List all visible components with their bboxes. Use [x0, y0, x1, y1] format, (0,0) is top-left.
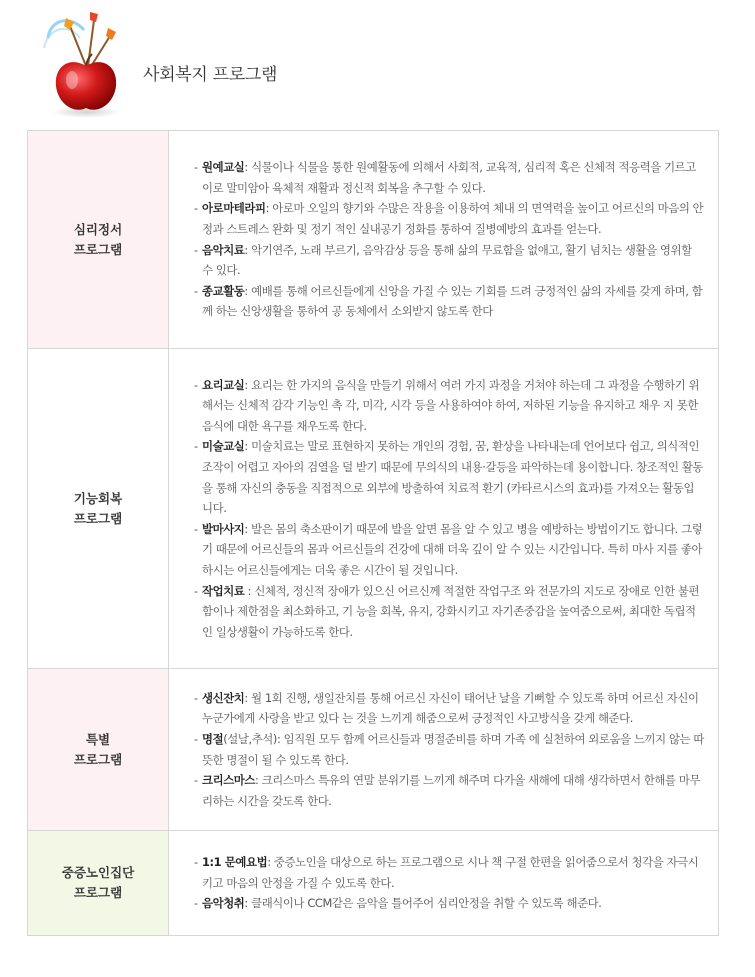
program-description: [169, 831, 718, 935]
program-item: - 음악청취: 클래식이나 CCM같은 음악을 틀어주어 심리안정을 취할 수 있도록 해준다.: [194, 896, 602, 911]
item-term: 요리교실: [202, 377, 245, 392]
item-text: 중증노인을 대상으로 하는 프로그램으로 시나 책 구절 한편을 읽어줌으로서 청각을 자극시키고 마음의 안정을 가질 수 있도록 한다.: [202, 855, 699, 890]
item-text: 발은 몸의 축소판이기 때문에 발을 알면 몸을 알 수 있고 병을 예방하는 방법이기도 합니다. 그렇기 때문에 어르신들의 몸과 어르신들의 건강에 대해 더욱 깊이 알 수 있는 시간입니다. 특히 마사 지를 좋아하시는 어르신들에게는 더욱 좋은 시간이 될 것입니다.: [202, 521, 703, 577]
item-text: 클래식이나 CCM같은 음악을 틀어주어 심리안정을 취할 수 있도록 해준다.: [251, 896, 602, 911]
item-term: 원예교실: [202, 160, 245, 175]
item-text: 미술치료는 말로 표현하지 못하는 개인의 경험, 꿈, 환상을 나타내는데 언어보다 쉽고, 의식적인 조작이 어렵고 자아의 검열을 덜 받기 때문에 무의식의 내용·갈등을 파악하는데 용이합니다. 창조적인 활동을 통해 자신의 충동을 직접적으로 외부에 방출하여 치료적 환기 (카타르시스의 효과)를 가져오는 활동입니다.: [202, 439, 704, 516]
item-text: 예배를 통해 어르신들에게 신앙을 가질 수 있는 기회를 드려 긍정적인 삶의 자세를 갖게 하며, 함께 하는 신앙생활을 통하여 공 동체에서 소외받지 않도록 한다: [202, 283, 703, 319]
item-term: 명절: [202, 731, 224, 746]
item-text: 식물이나 식물을 통한 원예활동에 의해서 사회적, 교육적, 심리적 혹은 신체적 적응력을 기르고 이로 말미암아 육체적 재활과 정신적 회복을 추구할 수 있다.: [202, 160, 696, 195]
item-text: (설날,추석): 임직원 모두 함께 어르신들과 명절준비를 하며 가족 에 실천하여 외로움을 느끼지 않는 따뜻한 명절이 될 수 있도록 한다.: [202, 731, 704, 767]
category-label: 프로그램: [73, 241, 123, 257]
item-term: 아로마테라피: [202, 201, 266, 216]
program-description: [169, 669, 718, 830]
program-description: [169, 349, 718, 668]
item-term: 종교활동: [202, 283, 245, 298]
item-text: 크리스마스 특유의 연말 분위기를 느끼게 해주며 다가올 새해에 대해 생각하면서 한해를 마무리하는 시간을 갖도록 한다.: [202, 773, 701, 808]
program-category: [28, 349, 169, 668]
item-term: 미술교실: [202, 439, 245, 454]
category-label: 심리정서: [73, 221, 123, 237]
item-term: 1:1 문예요법: [202, 855, 268, 870]
program-item: - 종교활동: 예배를 통해 어르신들에게 신앙을 가질 수 있는 기회를 드려 긍정적인 삶의 자세를 갖게 하며, 함께 하는 신앙생활을 통하여 공 동체에서 소외받지 않도록 한다: [194, 283, 703, 319]
program-row: [28, 131, 718, 349]
category-label: 특별: [85, 731, 111, 747]
program-item: - 명절(설날,추석): 임직원 모두 함께 어르신들과 명절준비를 하며 가족 에 실천하여 외로움을 느끼지 않는 따뜻한 명절이 될 수 있도록 한다.: [194, 731, 704, 767]
program-row: [28, 831, 718, 936]
item-term: 생신잔치: [202, 690, 245, 705]
program-item: - 원예교실: 식물이나 식물을 통한 원예활동에 의해서 사회적, 교육적, 심리적 혹은 신체적 적응력을 기르고 이로 말미암아 육체적 재활과 정신적 회복을 추구할 수 있다.: [194, 160, 696, 195]
item-text: 악기연주, 노래 부르기, 음악감상 등을 통해 삶의 무료함을 없애고, 활기 넘치는 생활을 영위할 수 있다.: [202, 242, 692, 278]
program-item: - 음악치료: 악기연주, 노래 부르기, 음악감상 등을 통해 삶의 무료함을 없애고, 활기 넘치는 생활을 영위할 수 있다.: [194, 242, 692, 278]
category-label: 기능회복: [73, 490, 123, 506]
program-row: [28, 349, 718, 669]
item-term: 작업치료: [202, 583, 245, 598]
item-term: 음악치료: [202, 242, 245, 257]
category-label: 프로그램: [73, 885, 123, 900]
program-item: - 작업치료 : 신체적, 정신적 장애가 있으신 어르신께 적절한 작업구조 와 전문가의 지도로 장애로 인한 불편함이나 제한점을 최소화하고, 기 능을 회복, 유지, 강화시키고 자기존중감을 높여줌으로써, 최대한 독립적인 일상생활이 가능하도록 한다.: [194, 583, 700, 639]
program-category: [28, 669, 169, 830]
program-category: [28, 831, 169, 935]
program-item: - 아로마테라피: 아로마 오일의 향기와 수많은 작용을 이용하여 체내 의 면역력을 높이고 어르신의 마음의 안정과 스트레스 완화 및 정기 적인 실내공기 정화를 통하여 질병예방의 효과를 얻는다.: [194, 201, 704, 236]
program-item: - 미술교실: 미술치료는 말로 표현하지 못하는 개인의 경험, 꿈, 환상을 나타내는데 언어보다 쉽고, 의식적인 조작이 어렵고 자아의 검열을 덜 받기 때문에 무의식의 내용·갈등을 파악하는데 용이합니다. 창조적인 활동을 통해 자신의 충동을 직접적으로 외부에 방출하여 치료적 환기 (카타르시스의 효과)를 가져오는 활동입니다.: [194, 439, 704, 516]
item-term: 발마사지: [202, 521, 245, 536]
item-text: 요리는 한 가지의 음식을 만들기 위해서 여러 가지 과정을 거쳐야 하는데 그 과정을 수행하기 위해서는 신체적 감각 기능인 촉 각, 미각, 시각 등을 사용하여야 하여, 저하된 기능을 유지하고 채우 지 못한 음식에 대한 욕구를 채우도록 한다.: [202, 377, 700, 433]
program-item: - 요리교실: 요리는 한 가지의 음식을 만들기 위해서 여러 가지 과정을 거쳐야 하는데 그 과정을 수행하기 위해서는 신체적 감각 기능인 촉 각, 미각, 시각 등을 사용하여야 하여, 저하된 기능을 유지하고 채우 지 못한 음식에 대한 욕구를 채우도록 한다.: [194, 377, 700, 433]
item-term: 음악청취: [202, 896, 245, 911]
item-text: 월 1회 진행, 생일잔치를 통해 어르신 자신이 태어난 날을 기뻐할 수 있도록 하며 어르신 자신이 누군가에게 사랑을 받고 있다 는 것을 느끼게 해줌으로써 긍정적인 사고방식을 갖게 해준다.: [202, 690, 699, 726]
program-category: [28, 131, 169, 348]
category-label: 중증노인집단: [61, 865, 135, 880]
item-text: 신체적, 정신적 장애가 있으신 어르신께 적절한 작업구조 와 전문가의 지도로 장애로 인한 불편함이나 제한점을 최소화하고, 기 능을 회복, 유지, 강화시키고 자기존중감을 높여줌으로써, 최대한 독립적인 일상생활이 가능하도록 한다.: [202, 583, 700, 639]
page-header: [0, 0, 755, 130]
item-text: 아로마 오일의 향기와 수많은 작용을 이용하여 체내 의 면역력을 높이고 어르신의 마음의 안정과 스트레스 완화 및 정기 적인 실내공기 정화를 통하여 질병예방의 효과를 얻는다.: [202, 201, 704, 236]
page-title: 사회복지 프로그램: [143, 65, 278, 85]
program-item: - 생신잔치: 월 1회 진행, 생일잔치를 통해 어르신 자신이 태어난 날을 기뻐할 수 있도록 하며 어르신 자신이 누군가에게 사랑을 받고 있다 는 것을 느끼게 해줌으로써 긍정적인 사고방식을 갖게 해준다.: [194, 690, 699, 726]
item-term: 크리스마스: [202, 773, 256, 788]
category-label: 프로그램: [73, 510, 123, 526]
program-item: - 크리스마스: 크리스마스 특유의 연말 분위기를 느끼게 해주며 다가올 새해에 대해 생각하면서 한해를 마무리하는 시간을 갖도록 한다.: [194, 773, 701, 808]
program-description: [169, 131, 718, 348]
program-row: [28, 669, 718, 831]
program-table: [27, 130, 719, 936]
program-item: - 1:1 문예요법: 중증노인을 대상으로 하는 프로그램으로 시나 책 구절 한편을 읽어줌으로서 청각을 자극시키고 마음의 안정을 가질 수 있도록 한다.: [194, 855, 699, 890]
apple-darts-icon: [40, 8, 130, 120]
category-label: 프로그램: [73, 751, 123, 767]
program-item: - 발마사지: 발은 몸의 축소판이기 때문에 발을 알면 몸을 알 수 있고 병을 예방하는 방법이기도 합니다. 그렇기 때문에 어르신들의 몸과 어르신들의 건강에 대해 더욱 깊이 알 수 있는 시간입니다. 특히 마사 지를 좋아하시는 어르신들에게는 더욱 좋은 시간이 될 것입니다.: [194, 521, 703, 577]
